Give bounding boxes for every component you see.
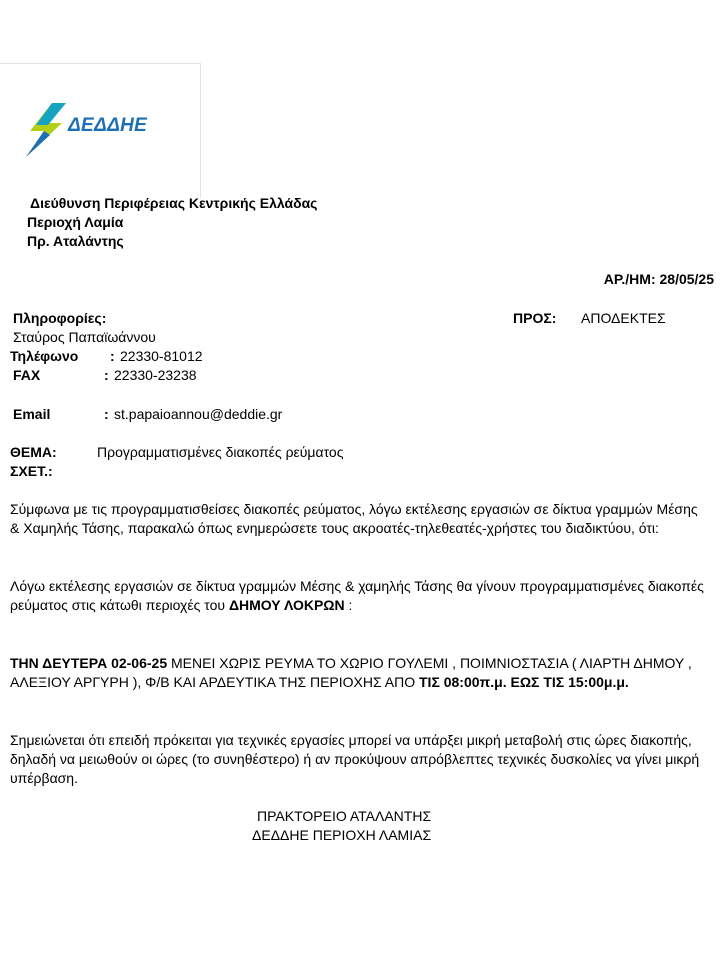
body-paragraph-1: Σύμφωνα με τις προγραμματισθείσες διακοπές ρεύματος, λόγω εκτέλεσης εργασιών σε δίκτυα γραμμών Μέσης & Χαμηλής Τάσης, παρακαλώ όπως ενημερώσετε τους ακροατές-τηλεθεατές-χρήστες του διαδικτύου, ότι:	[10, 501, 698, 536]
outage-date: ΤΗΝ ΔΕΥΤΕΡΑ 02-06-25	[10, 655, 168, 671]
email-label: Email	[13, 406, 51, 422]
body-paragraph-2	[10, 577, 710, 615]
outage-details: ΜΕΝΕΙ ΧΩΡΙΣ ΡΕΥΜΑ ΤΟ ΧΩΡΙΟ ΓΟΥΛΕΜΙ , ΠΟΙΜΝΙΟΣΤΑΣΙΑ ( ΛΙΑΡΤΗ ΔΗΜΟΥ , ΑΛΕΞΙΟΥ ΑΡΓΥΡΗ ), Φ/Β ΚΑΙ ΑΡΔΕΥΤΙΚΑ ΤΗΣ ΠΕΡΙΟΧΗΣ ΑΠΟ	[10, 655, 692, 690]
info-label: Πληροφορίες:	[13, 310, 107, 326]
recipient-value: ΑΠΟΔΕΚΤΕΣ	[581, 310, 666, 326]
signature-line-2: ΔΕΔΔΗΕ ΠΕΡΙΟΧΗ ΛΑΜΙΑΣ	[252, 827, 432, 843]
body-paragraph-4: Σημειώνεται ότι επειδή πρόκειται για τεχνικές εργασίες μπορεί να υπάρξει μικρή μεταβολή στις ώρες διακοπής, δηλαδή να μειωθούν οι ώρες (το συνηθέστερο) ή αν προκύψουν απρόβλεπτες τεχνικές δυσκολίες να γίνει μικρή υπέρβαση.	[10, 732, 700, 786]
fax-colon: :	[104, 367, 109, 383]
body-paragraph-3	[10, 654, 710, 692]
email-colon: :	[104, 406, 109, 422]
fax-value: 22330-23238	[114, 367, 197, 383]
directorate-title: Διεύθυνση Περιφέρειας Κεντρικής Ελλάδας	[30, 195, 318, 211]
subject-value: Προγραμματισμένες διακοπές ρεύματος	[97, 444, 344, 460]
outage-time: ΤΙΣ 08:00π.μ. ΕΩΣ ΤΙΣ 15:00μ.μ.	[419, 674, 629, 690]
phone-value: 22330-81012	[120, 348, 203, 364]
phone-colon: :	[110, 348, 115, 364]
municipality-name: ΔΗΜΟΥ ΛΟΚΡΩΝ	[228, 597, 345, 613]
area-title: Περιοχή Λαμία	[27, 214, 124, 230]
fax-label: FAX	[13, 367, 41, 383]
email-value[interactable]: st.papaioannou@deddie.gr	[114, 406, 283, 422]
office-title: Πρ. Αταλάντης	[27, 233, 124, 249]
subject-label: ΘΕΜΑ:	[10, 444, 57, 460]
phone-label: Τηλέφωνο	[10, 348, 79, 364]
p2-text: Λόγω εκτέλεσης εργασιών σε δίκτυα γραμμών Μέσης & χαμηλής Τάσης θα γίνουν προγραμματισμένες διακοπές ρεύματος στις κάτωθι περιοχές του	[10, 578, 704, 613]
contact-name: Σταύρος Παπαϊωάννου	[13, 329, 156, 345]
signature-line-1: ΠΡΑΚΤΟΡΕΙΟ ΑΤΑΛΑΝΤΗΣ	[257, 808, 432, 824]
company-logo-text: ΔΕΔΔΗΕ	[68, 115, 148, 136]
lightning-bolt-icon	[22, 101, 68, 159]
related-label: ΣΧΕΤ.:	[10, 463, 53, 479]
reference-date: ΑΡ./ΗΜ: 28/05/25	[603, 271, 714, 287]
p2-end: :	[344, 597, 353, 613]
recipient-label: ΠΡΟΣ:	[513, 310, 557, 326]
